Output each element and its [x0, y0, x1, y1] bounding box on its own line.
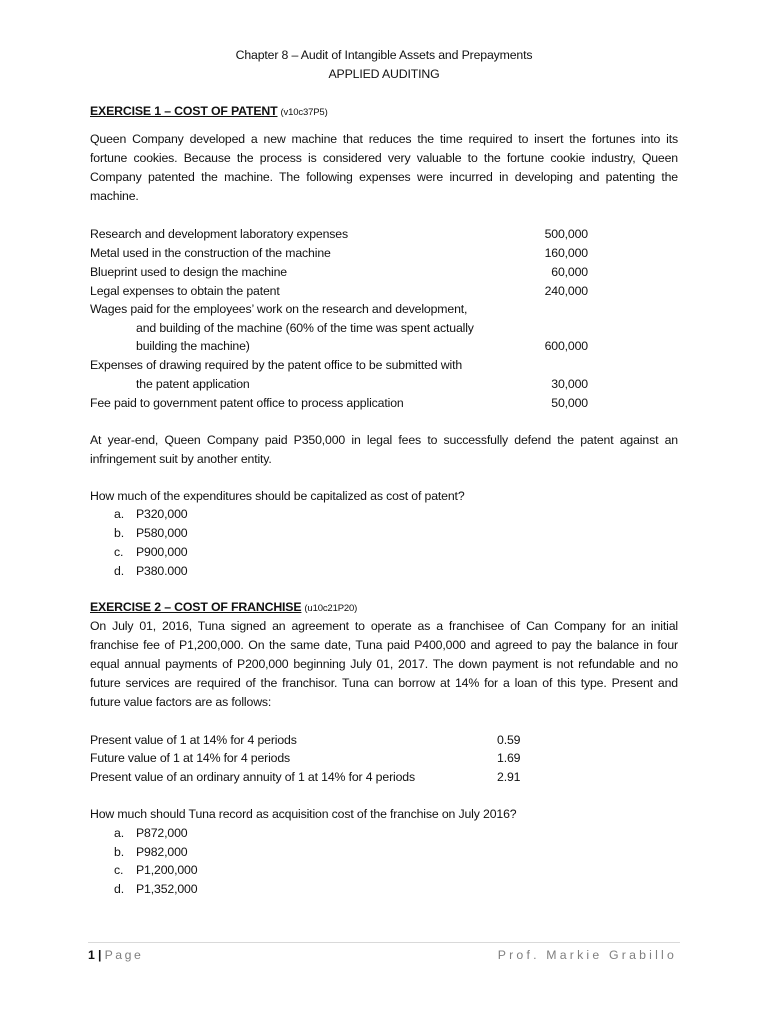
- expense-row: [90, 300, 588, 319]
- factor-label: Future value of 1 at 14% for 4 periods: [90, 751, 291, 765]
- factor-value: 1.69: [497, 751, 521, 765]
- exercise2-code: (u10c21P20): [304, 603, 358, 614]
- intro-line: franchise fee of P1,200,000. On the same date, Tuna paid P400,000 and agreed to pay the balance in four: [90, 638, 678, 652]
- expense-value: 50,000: [551, 396, 588, 410]
- intro-line: equal annual payments of P200,000 beginning July 01, 2017. The down payment is not refundable and no: [90, 657, 678, 671]
- expense-label: Expenses of drawing required by the patent office to be submitted with: [90, 358, 463, 372]
- expense-value: 600,000: [544, 339, 588, 353]
- exercise2-heading: [90, 598, 357, 618]
- factor-value: 2.91: [497, 770, 521, 784]
- option-letter: d.: [114, 882, 124, 896]
- expense-label: Metal used in the construction of the machine: [90, 246, 331, 260]
- expense-label: the patent application: [136, 377, 250, 391]
- option-text: P872,000: [136, 826, 188, 840]
- intro-line: On July 01, 2016, Tuna signed an agreement to operate as a franchisee of Can Company for an initial: [90, 619, 678, 633]
- option-text: P982,000: [136, 845, 188, 859]
- answer-option: [114, 861, 197, 880]
- page-number-footer: [88, 946, 143, 965]
- intro-line: Queen Company developed a new machine that reduces the time required to insert the fortunes into its: [90, 132, 678, 146]
- option-letter: c.: [114, 863, 124, 877]
- answer-option: [114, 880, 197, 899]
- intro-line: fortune cookies. Because the process is considered very valuable to the fortune cookie industry, Queen: [90, 151, 678, 165]
- expense-row: [90, 282, 588, 301]
- expense-label: Blueprint used to design the machine: [90, 265, 287, 279]
- page-number: 1: [88, 948, 95, 962]
- expense-value: 240,000: [544, 284, 588, 298]
- intro-line: future value factors are as follows:: [90, 695, 272, 709]
- expense-row: [90, 244, 588, 263]
- exercise2-title: EXERCISE 2 – COST OF FRANCHISE: [90, 600, 302, 614]
- option-letter: a.: [114, 826, 124, 840]
- intro-line: machine.: [90, 189, 139, 203]
- footer-divider: [88, 942, 680, 943]
- expense-row: [90, 337, 588, 356]
- option-letter: a.: [114, 507, 124, 521]
- expense-row: [90, 356, 588, 375]
- expense-label: Research and development laboratory expenses: [90, 227, 348, 241]
- factor-row: [90, 768, 521, 787]
- yearend-line: At year-end, Queen Company paid P350,000 in legal fees to successfully defend the patent against an: [90, 433, 678, 447]
- option-text: P1,200,000: [136, 863, 198, 877]
- answer-option: [114, 505, 187, 524]
- expense-value: 60,000: [551, 265, 588, 279]
- exercise1-title: EXERCISE 1 – COST OF PATENT: [90, 104, 278, 118]
- course-title: APPLIED AUDITING: [328, 67, 440, 81]
- answer-option: [114, 562, 187, 581]
- factor-value: 0.59: [497, 733, 521, 747]
- expense-row: [90, 319, 588, 338]
- intro-line: future services are required of the franchisor. Tuna can borrow at 14% for a loan of this type. Present and: [90, 676, 678, 690]
- exercise1-yearend: [90, 431, 678, 469]
- answer-option: [114, 543, 187, 562]
- chapter-title: Chapter 8 – Audit of Intangible Assets and Prepayments: [235, 48, 533, 62]
- expense-value: 30,000: [551, 377, 588, 391]
- option-letter: b.: [114, 845, 124, 859]
- expense-row: [90, 263, 588, 282]
- exercise1-intro: [90, 130, 678, 206]
- exercise2-intro: [90, 617, 678, 712]
- option-letter: d.: [114, 564, 124, 578]
- page-separator: |: [97, 948, 102, 962]
- page-word: Page: [104, 948, 144, 962]
- yearend-line: infringement suit by another entity.: [90, 452, 272, 466]
- answer-option: [114, 824, 187, 843]
- exercise2-question: How much should Tuna record as acquisition cost of the franchise on July 2016?: [90, 807, 517, 821]
- expense-value: 160,000: [544, 246, 588, 260]
- factor-row: [90, 749, 521, 768]
- expense-row: [90, 375, 588, 394]
- author-footer: Prof. Markie Grabillo: [497, 948, 677, 962]
- expense-label: and building of the machine (60% of the time was spent actually: [136, 321, 474, 335]
- option-letter: b.: [114, 526, 124, 540]
- factor-row: [90, 731, 521, 750]
- answer-option: [114, 524, 187, 543]
- expense-label: Wages paid for the employees’ work on the research and development,: [90, 302, 468, 316]
- answer-option: [114, 843, 187, 862]
- option-text: P900,000: [136, 545, 188, 559]
- exercise1-heading: [90, 102, 328, 122]
- option-text: P1,352,000: [136, 882, 198, 896]
- option-letter: c.: [114, 545, 124, 559]
- option-text: P320,000: [136, 507, 188, 521]
- expense-row: [90, 394, 588, 413]
- expense-label: building the machine): [136, 339, 250, 353]
- expense-label: Fee paid to government patent office to process application: [90, 396, 404, 410]
- option-text: P580,000: [136, 526, 188, 540]
- expense-row: [90, 225, 588, 244]
- factor-label: Present value of 1 at 14% for 4 periods: [90, 733, 297, 747]
- intro-line: Company patented the machine. The following expenses were incurred in developing and patenting the: [90, 170, 678, 184]
- exercise1-code: (v10c37P5): [280, 107, 328, 118]
- option-text: P380.000: [136, 564, 188, 578]
- exercise1-question: How much of the expenditures should be capitalized as cost of patent?: [90, 489, 465, 503]
- expense-label: Legal expenses to obtain the patent: [90, 284, 280, 298]
- expense-value: 500,000: [544, 227, 588, 241]
- factor-label: Present value of an ordinary annuity of 1 at 14% for 4 periods: [90, 770, 415, 784]
